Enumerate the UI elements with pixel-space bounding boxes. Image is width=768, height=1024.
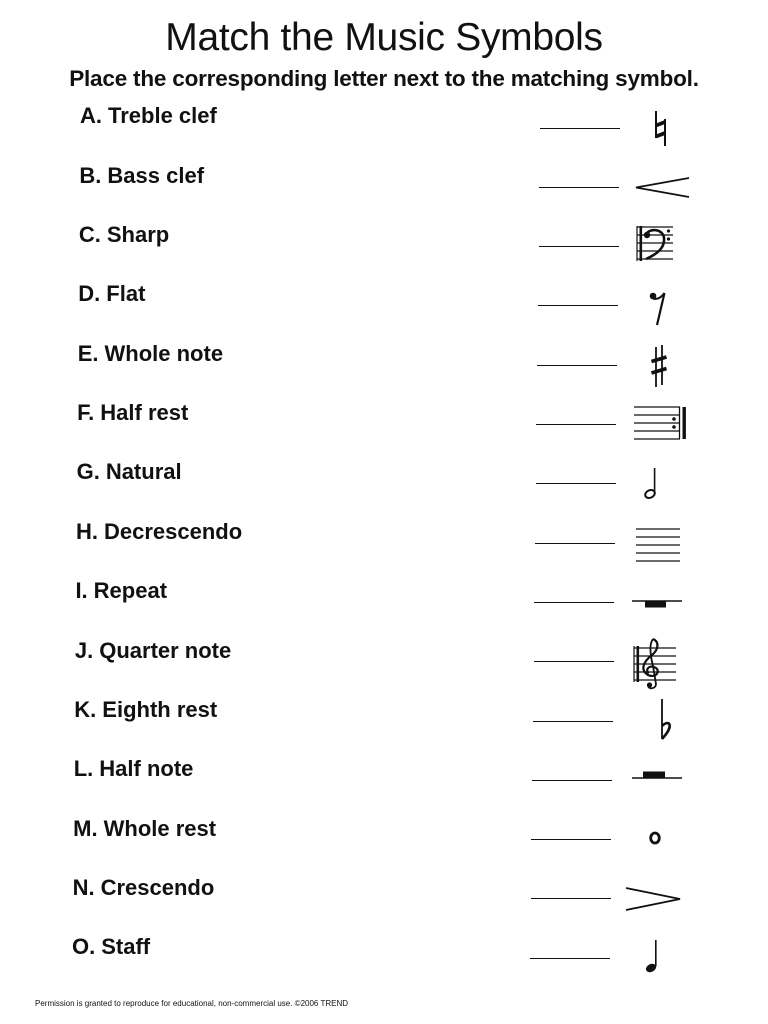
answer-blank[interactable] xyxy=(536,483,616,484)
item-letter: A. xyxy=(80,103,102,129)
answer-blank[interactable] xyxy=(535,543,615,544)
whole-note-icon xyxy=(625,813,685,863)
page-title: Match the Music Symbols xyxy=(165,16,603,59)
item-label: Eighth rest xyxy=(102,696,218,722)
answer-blank[interactable] xyxy=(530,958,610,959)
repeat-sign-icon xyxy=(628,399,688,449)
answer-blank[interactable] xyxy=(531,839,611,840)
sharp-icon xyxy=(628,340,688,390)
item-letter: B. xyxy=(79,162,102,188)
item-letter: H. xyxy=(76,518,98,544)
term-item xyxy=(79,163,204,189)
term-item xyxy=(73,816,216,842)
term-item xyxy=(77,459,182,485)
term-item xyxy=(72,934,150,960)
item-letter: L. xyxy=(73,756,94,782)
item-label: Staff xyxy=(101,934,151,960)
item-label: Decrescendo xyxy=(104,518,243,544)
term-item xyxy=(77,400,188,426)
item-label: Quarter note xyxy=(99,637,232,663)
half-rest-icon xyxy=(626,754,686,804)
item-label: Flat xyxy=(106,281,146,307)
item-letter: N. xyxy=(72,874,95,900)
term-item xyxy=(74,697,217,723)
instructions: Place the corresponding letter next to the matching symbol. xyxy=(69,66,699,91)
item-label: Crescendo xyxy=(100,874,215,900)
answer-blank[interactable] xyxy=(532,780,612,781)
answer-blank[interactable] xyxy=(539,246,619,247)
eighth-rest-icon xyxy=(629,281,689,331)
item-letter: G. xyxy=(76,459,100,485)
item-letter: F. xyxy=(77,400,95,426)
flat-icon xyxy=(626,695,686,745)
term-item xyxy=(73,875,215,901)
term-item xyxy=(78,341,223,367)
decrescendo-icon xyxy=(625,873,685,923)
natural-icon xyxy=(630,103,690,153)
item-label: Sharp xyxy=(106,222,170,248)
crescendo-icon xyxy=(630,162,690,212)
item-label: Whole note xyxy=(104,340,224,366)
copyright-footer: Permission is granted to reproduce for educational, non-commercial use. ©2006 TREND xyxy=(35,999,349,1008)
bass-clef-staff-icon xyxy=(629,221,689,271)
item-letter: E. xyxy=(77,340,99,366)
answer-blank[interactable] xyxy=(534,661,614,662)
term-item xyxy=(74,756,194,782)
term-item xyxy=(76,519,242,545)
half-note-icon xyxy=(628,458,688,508)
item-label: Bass clef xyxy=(107,162,205,188)
answer-blank[interactable] xyxy=(536,424,616,425)
item-letter: D. xyxy=(78,281,101,307)
item-letter: C. xyxy=(78,222,101,248)
item-letter: O. xyxy=(72,934,96,960)
answer-blank[interactable] xyxy=(531,898,611,899)
term-item xyxy=(75,578,167,604)
treble-clef-staff-icon xyxy=(626,636,686,686)
item-label: Repeat xyxy=(93,578,168,604)
item-label: Half note xyxy=(99,756,194,782)
term-item xyxy=(78,281,145,307)
staff-icon xyxy=(627,517,687,567)
item-letter: I. xyxy=(75,578,88,604)
whole-rest-icon xyxy=(627,577,687,627)
item-label: Half rest xyxy=(100,400,189,426)
answer-blank[interactable] xyxy=(533,721,613,722)
term-item xyxy=(79,222,169,248)
quarter-note-icon xyxy=(624,932,684,982)
item-label: Whole rest xyxy=(103,815,217,841)
answer-blank[interactable] xyxy=(538,305,618,306)
answer-blank[interactable] xyxy=(539,187,619,188)
answer-blank[interactable] xyxy=(540,128,620,129)
term-item xyxy=(75,638,231,664)
item-label: Treble clef xyxy=(108,103,217,129)
answer-blank[interactable] xyxy=(534,602,614,603)
term-item xyxy=(80,103,217,129)
item-letter: K. xyxy=(74,696,97,722)
item-letter: M. xyxy=(73,815,98,841)
answer-blank[interactable] xyxy=(537,365,617,366)
item-label: Natural xyxy=(105,459,182,485)
item-letter: J. xyxy=(74,637,94,663)
